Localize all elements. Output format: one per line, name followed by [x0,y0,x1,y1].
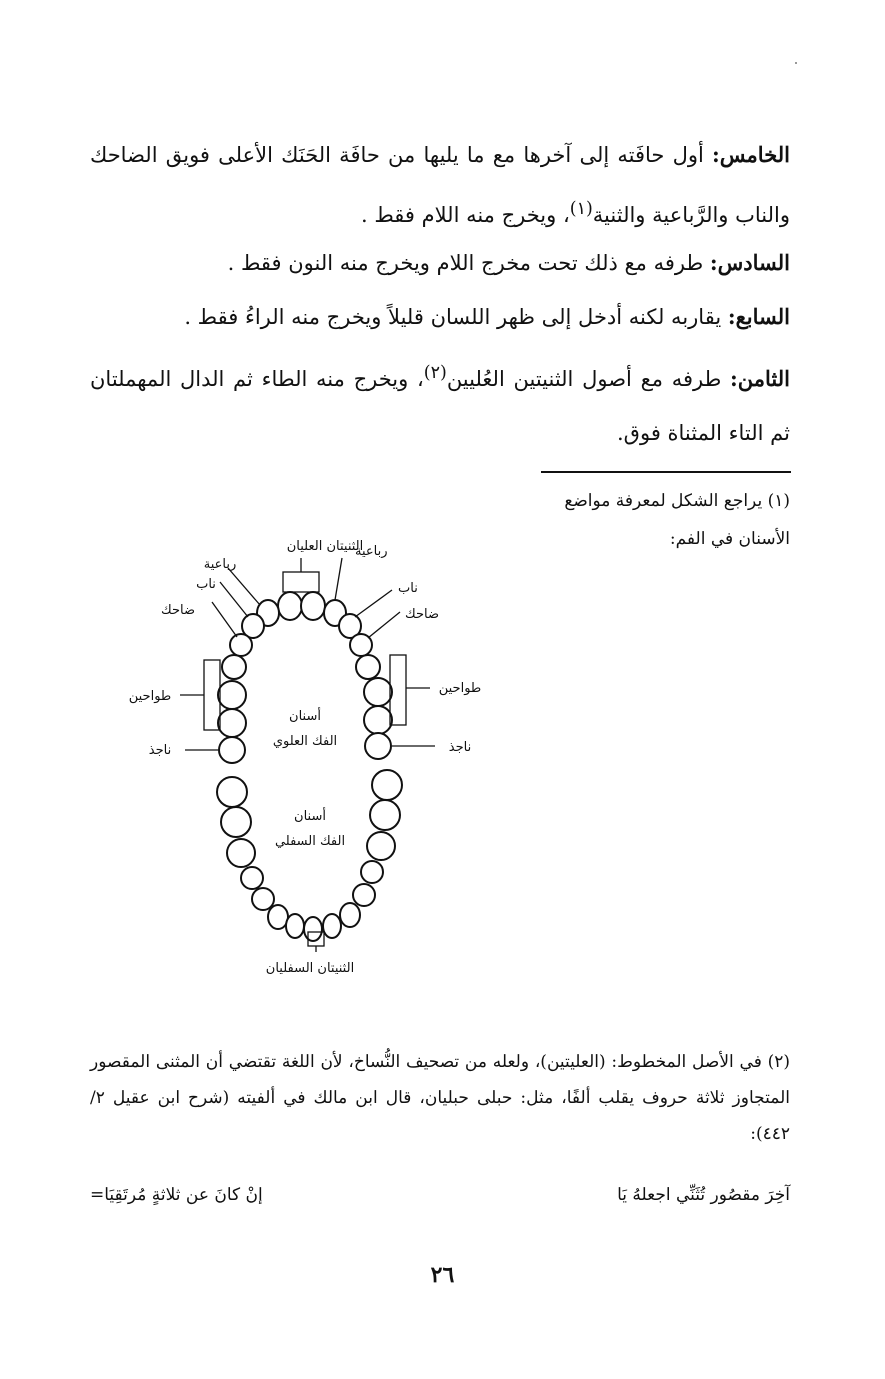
label-premolar-left: ضاحك [161,603,195,618]
paragraph-label: الخامس: [712,142,790,167]
footnote-ref[interactable]: (١) [569,199,593,219]
paragraph-fifth [90,128,790,242]
paragraph-sixth [90,236,790,290]
label-wisdom-right: ناجذ [448,740,472,755]
speck [795,62,797,64]
verse-hemistich-2: إنْ كانَ عن ثلاثةٍ مُرتَقِيَا= [90,1185,263,1205]
footnote-2: (٢) في الأصل المخطوط: (العليتين)، ولعله من تصحيف النُّساخ، لأن اللغة تقتضي أن المثنى المقصور المتجاوز ثلاثة حروف يقلب ألفًا، مثل: حبلى حبليان، قال ابن مالك في ألفيته (شرح ابن عقيل ٢/ ٤٤٢): [90,1052,790,1144]
label-lower-incisors: الثنيتان السفليان [265,961,355,976]
paragraph-tail: ، ويخرج منه اللام فقط . [361,203,570,227]
paragraph-text: طرفه مع ذلك تحت مخرج اللام ويخرج منه النون فقط . [227,251,704,275]
lower-caption-line1: أسنان [294,809,326,824]
verse-line [90,1177,790,1213]
paragraph-tail: ، ويخرج منه الطاء ثم الدال المهملتان ثم التاء المثناة فوق. [90,367,790,445]
label-canine-left: ناب [196,577,216,592]
footnote-separator [541,471,791,473]
paragraph-eighth [90,346,790,460]
paragraph-seventh [90,290,790,344]
label-lateral-left: رباعية [203,557,237,572]
page-number: ٢٦ [430,1262,455,1288]
paragraph-label: السابع: [727,304,790,329]
label-canine-right: ناب [398,581,418,596]
upper-caption-line1: أسنان [289,709,321,724]
paragraph-text: أول حافَته إلى آخرها مع ما يليها من حافَة الحَنَك الأعلى فويق الضاحك والناب والرَّباعية والثنية [90,143,790,227]
paragraph-text: يقاربه لكنه أدخل إلى ظهر اللسان قليلاً ويخرج منه الراءُ فقط . [184,305,722,329]
label-wisdom-left: ناجذ [148,743,172,758]
teeth-diagram [110,520,510,990]
footnote-ref[interactable]: (٢) [423,363,447,383]
paragraph-label: السادس: [709,250,790,275]
label-molars-right: طواحين [438,681,482,696]
lower-caption-line2: الفك السفلي [274,834,346,849]
verse-hemistich-1: آخِرَ مقصُور تُثَنِّي اجعلهُ يَا [617,1185,790,1205]
upper-caption-line2: الفك العلوي [272,734,338,749]
label-upper-incisors: الثنيتان العليان [286,539,364,554]
label-lateral-right: رباعية [355,544,388,559]
footnote-1: (١) يراجع الشكل لمعرفة مواضع الأسنان في الفم: [564,491,790,549]
lower-arch [217,770,402,941]
paragraph-label: الثامن: [730,366,790,391]
label-premolar-right: ضاحك [405,607,439,622]
label-molars-left: طواحين [128,689,172,704]
paragraph-text: طرفه مع أصول الثنيتين العُليين [446,367,722,391]
